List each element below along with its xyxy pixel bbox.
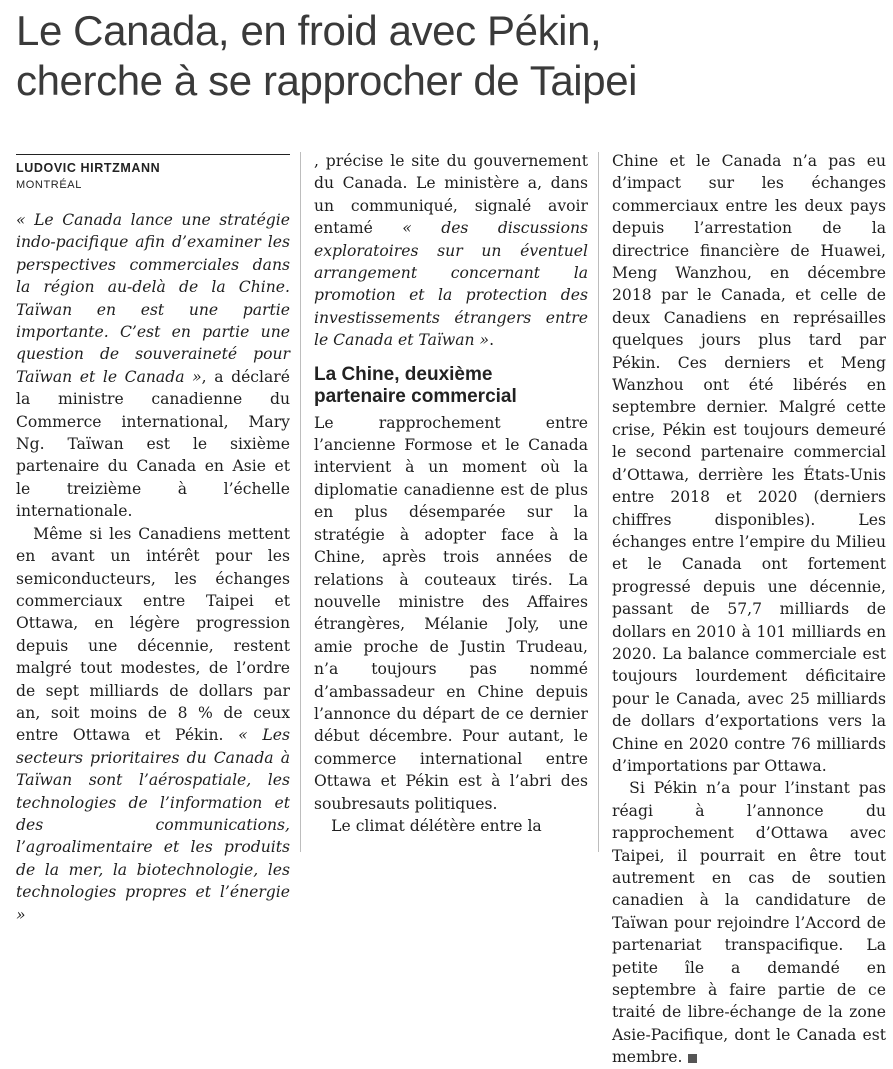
paragraph-4-continued: Chine et le Canada n’a pas eu d’impact sur les échanges commerciaux entre les deux pays depuis l’arrestation de la directrice financière de Huawei, Meng Wanzhou, en décembre 2018 par le Canada, et celle de deux Canadiens en représailles quelques jours plus tard par Pékin. Ces derniers et Meng Wanzhou ont été libérés en septembre dernier. Malgré cette crise, Pékin est toujours demeuré le second partenaire commercial d’Ottawa, derrière les États-Unis entre 2018 et 2020 (derniers chiffres disponibles). Les échanges entre l’empire du Milieu et le Canada ont fortement progressé depuis une décennie, passant de 57,7 milliards de dollars en 2010 à 101 milliards en 2020. La balance commerciale est toujours lourdement déficitaire pour le Canada, avec 25 milliards de dollars d’exportations vers la Chine en 2020 contre 76 milliards d’importations par Ottawa.: [612, 152, 886, 775]
column-3: [612, 150, 886, 1069]
byline: [16, 154, 290, 193]
column-divider-2: [598, 152, 599, 852]
dateline-city: MONTRÉAL: [16, 179, 82, 191]
headline: [16, 6, 876, 106]
paragraph-5-text: Si Pékin n’a pour l’instant pas réagi à l’annonce du rapprochement d’Ottawa avec Taipei, il pourrait en être tout autrement en cas de soutien canadien à la candidature de Taïwan pour rejoindre l’Accord de partenariat transpacifique. La petite île a demandé en septembre à faire partie de ce traité de libre-échange de la zone Asie-Pacifique, dont le Canada est membre.: [612, 779, 886, 1067]
end-of-article-mark: [688, 1054, 697, 1063]
quote-sectors: « Les secteurs prioritaires du Canada à Taïwan sont l’aérospatiale, les technologies de l’information et des communications, l’agroalimentaire et les produits de la mer, la biotechnologie, les technologies propres et l’énergie »: [16, 726, 290, 924]
quote-minister: « Le Canada lance une stratégie indo-pacifique afin d’examiner les perspectives commerciales dans la région au-delà de la Chine. Taïwan en est une partie importante. C’est en partie une question de souveraineté pour Taïwan et le Canada »: [16, 211, 290, 386]
column-divider-1: [300, 152, 301, 852]
column-1: [16, 150, 290, 926]
headline-line-2: cherche à se rapprocher de Taipei: [16, 57, 638, 104]
author-name: LUDOVIC HIRTZMANN: [16, 161, 161, 175]
paragraph-3: Le rapprochement entre l’ancienne Formose et le Canada intervient à un moment où la diplomatie canadienne est de plus en plus désemparée sur la stratégie à adopter face à la Chine, après trois années de relations à couteaux tirés. La nouvelle ministre des Affaires étrangères, Mélanie Joly, une amie proche de Justin Trudeau, n’a toujours pas nommé d’ambassadeur en Chine depuis l’annonce du départ de ce dernier début décembre. Pour autant, le commerce international entre Ottawa et Pékin est à l’abri des soubresauts politiques.: [314, 413, 588, 813]
paragraph-2-text: Même si les Canadiens mettent en avant un intérêt pour les semiconducteurs, les échanges commerciaux entre Taipei et Ottawa, en légère progression depuis une décennie, restent malgré tout modestes, de l’ordre de sept milliards de dollars par an, soit moins de 8 % de ceux entre Ottawa et Pékin.: [16, 524, 290, 745]
paragraph-1: [16, 209, 290, 523]
column-2: [314, 150, 588, 837]
paragraph-2-overflow: , précise le site du gouvernement du Canada. Le ministère a, dans un communiqué, signalé avoir entamé: [314, 152, 588, 238]
paragraph-2: [16, 523, 290, 926]
quote-discussions: « des discussions exploratoires sur un éventuel arrangement concernant la promotion et la protection des investissements étrangers entre le Canada et Taïwan »: [314, 219, 589, 350]
paragraph-2-end: .: [489, 331, 495, 350]
headline-line-1: Le Canada, en froid avec Pékin,: [16, 7, 602, 54]
paragraph-2-continued: [314, 150, 588, 352]
paragraph-1-text: , a déclaré la ministre canadienne du Commerce international, Mary Ng. Taïwan est le sixième partenaire du Canada en Asie et le treizième à l’échelle internationale.: [16, 367, 290, 521]
paragraph-5: [612, 777, 886, 1068]
paragraph-4: Le climat délétère entre la: [331, 816, 542, 835]
subheading: La Chine, deuxième partenaire commercial: [314, 363, 517, 407]
